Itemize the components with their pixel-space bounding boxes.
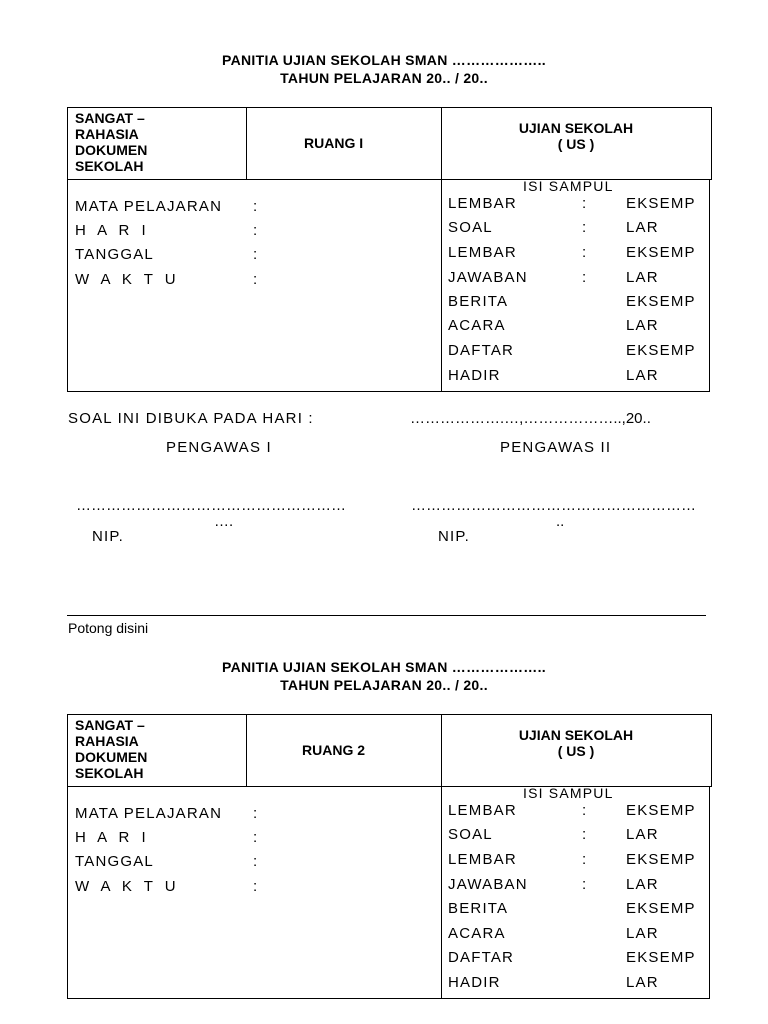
header-line-2: TAHUN PELAJARAN 20.. / 20.. — [280, 70, 488, 86]
contents-title: ISI SAMPUL — [523, 178, 614, 194]
header-line-2: TAHUN PELAJARAN 20.. / 20.. — [280, 677, 488, 693]
supervisor-1-signature-line: ……………………………………………… — [76, 497, 346, 514]
field-tanggal: TANGGAL — [75, 246, 154, 263]
supervisor-1-nip: NIP. — [92, 528, 125, 545]
supervisor-1-title: PENGAWAS I — [166, 439, 272, 456]
cut-label: Potong disini — [68, 620, 149, 636]
header-line-1: PANITIA UJIAN SEKOLAH SMAN ……………….. — [222, 659, 546, 675]
contents-title: ISI SAMPUL — [523, 785, 614, 801]
supervisor-2-signature-tail: .. — [556, 513, 565, 530]
field-mata-pelajaran: MATA PELAJARAN — [75, 198, 223, 215]
field-tanggal: TANGGAL — [75, 853, 154, 870]
opened-date-blank: ……………….…,………………..,20.. — [410, 410, 651, 427]
field-hari: H A R I — [75, 222, 150, 239]
room-label: RUANG I — [304, 135, 364, 151]
supervisor-2-title: PENGAWAS II — [500, 439, 612, 456]
classification-label: SANGAT – RAHASIA DOKUMEN SEKOLAH — [75, 110, 148, 174]
field-hari: H A R I — [75, 829, 150, 846]
classification-label: SANGAT – RAHASIA DOKUMEN SEKOLAH — [75, 717, 148, 781]
exam-label: UJIAN SEKOLAH ( US ) — [518, 120, 634, 152]
field-waktu: W A K T U — [75, 878, 180, 895]
supervisor-1-signature-tail: …. — [214, 513, 234, 530]
field-waktu: W A K T U — [75, 271, 180, 288]
supervisor-2-nip: NIP. — [438, 528, 471, 545]
room-label: RUANG 2 — [302, 742, 366, 758]
supervisor-2-signature-line: ………………………………………………… — [411, 497, 696, 514]
exam-label: UJIAN SEKOLAH ( US ) — [518, 727, 634, 759]
header-line-1: PANITIA UJIAN SEKOLAH SMAN ……………….. — [222, 52, 546, 68]
cut-line — [67, 615, 706, 616]
opened-label: SOAL INI DIBUKA PADA HARI : — [68, 410, 314, 427]
field-mata-pelajaran: MATA PELAJARAN — [75, 805, 223, 822]
